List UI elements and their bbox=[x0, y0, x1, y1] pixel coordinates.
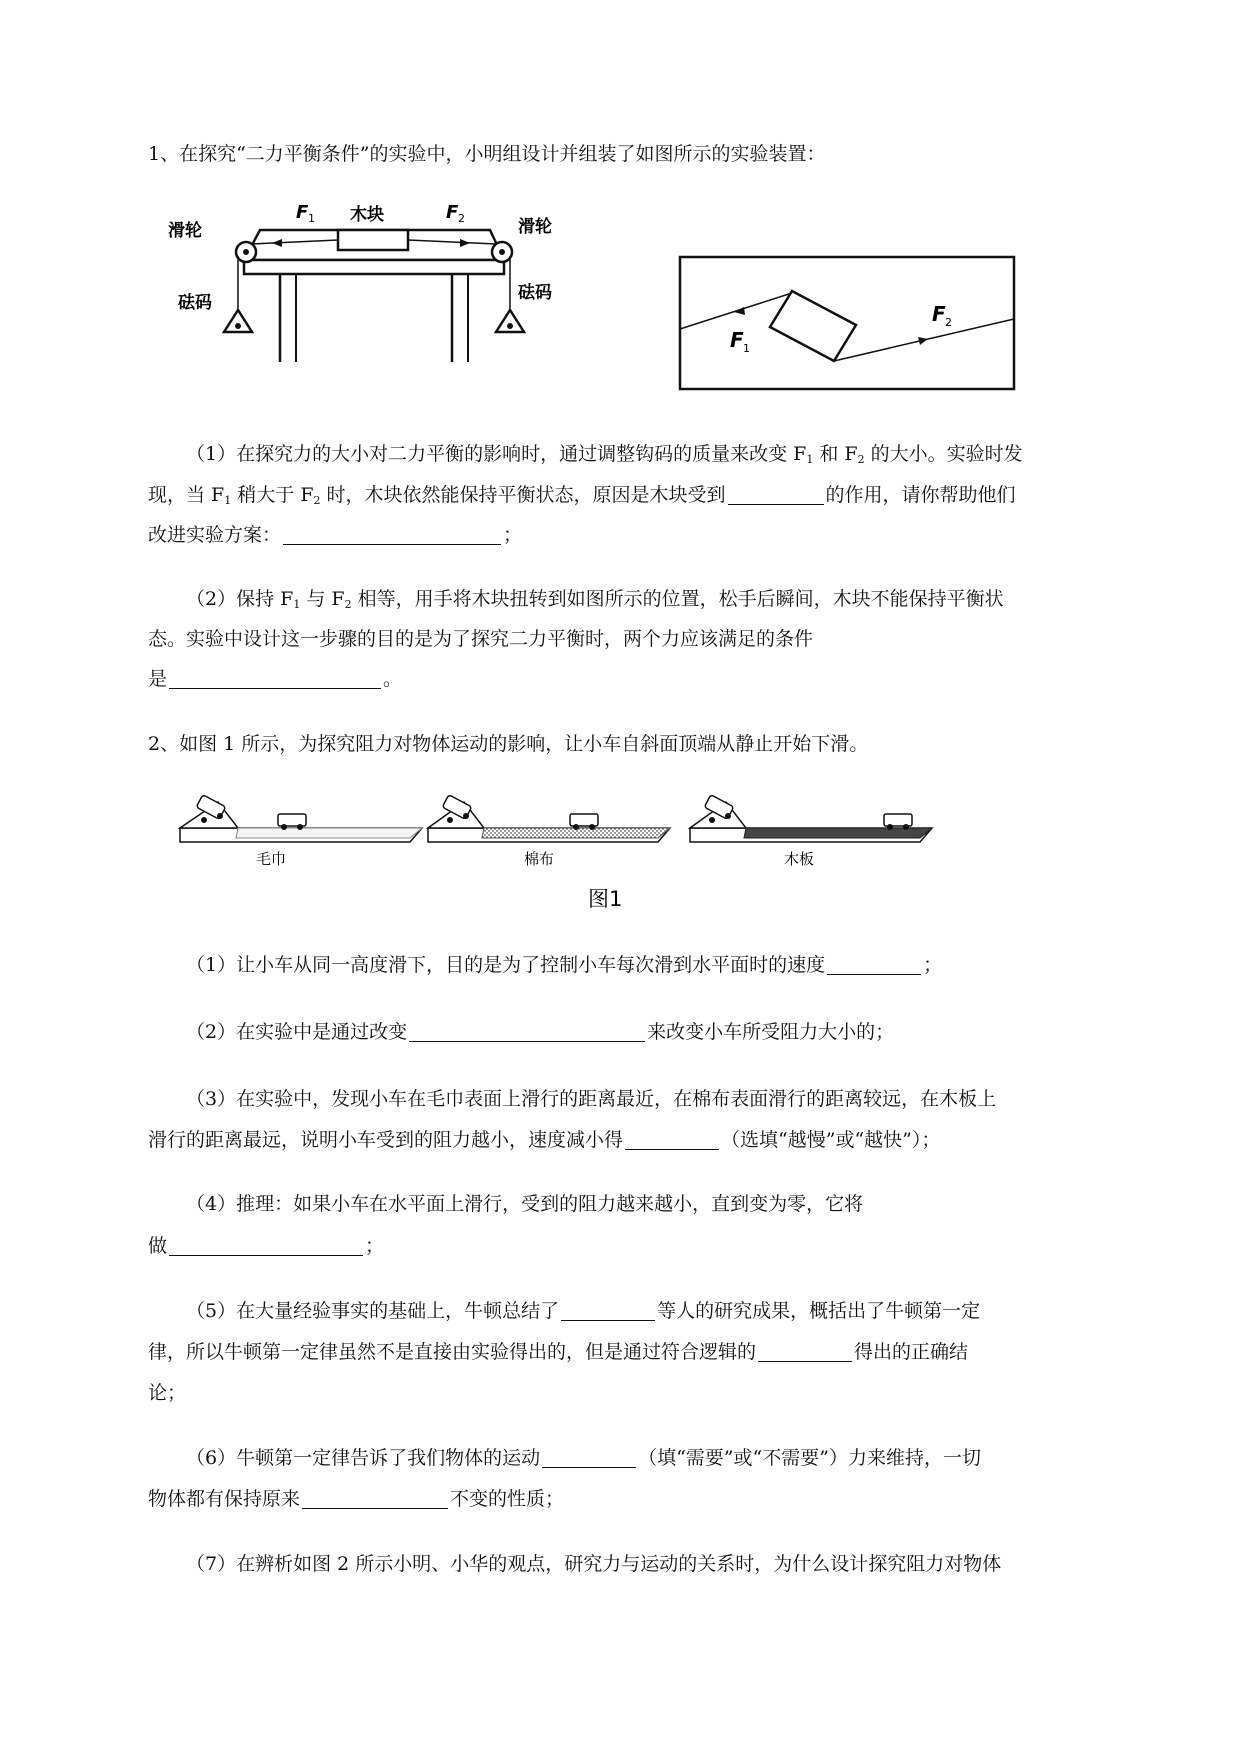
label-weight-left: 砝码 bbox=[178, 293, 212, 313]
q1-p2-line3: 是 。 bbox=[148, 668, 403, 690]
q2-s5-line1: （5）在大量经验事实的基础上，牛顿总结了 等人的研究成果，概括出了牛顿第一定 bbox=[186, 1300, 981, 1322]
q2-s5-line2: 律，所以牛顿第一定律虽然不是直接由实验得出的，但是通过符合逻辑的 得出的正确结 bbox=[148, 1341, 969, 1363]
label-F1-sub: 1 bbox=[308, 212, 315, 225]
q2-s6-line2: 物体都有保持原来 不变的性质； bbox=[148, 1488, 565, 1510]
q1-p1-line3: 改进实验方案： ； bbox=[148, 524, 523, 546]
ramp-towel bbox=[180, 795, 422, 842]
q1-p1-line1: （1）在探究力的大小对二力平衡的影响时，通过调整钩码的质量来改变 $F_1$ 和 $F_2$ 的大小。实验时发 bbox=[186, 443, 1023, 466]
q2-s7-line1: （7）在辨析如图 2 所示小明、小华的观点，研究力与运动的关系时，为什么设计探究阻力对物体 bbox=[186, 1553, 1002, 1575]
label-pulley-right: 滑轮 bbox=[518, 217, 552, 237]
answer-blank[interactable] bbox=[169, 668, 381, 689]
q2-s6-line1: （6）牛顿第一定律告诉了我们物体的运动 （填“需要”或“不需要”）力来维持，一切 bbox=[186, 1447, 981, 1469]
label-weight-right: 砝码 bbox=[518, 283, 552, 303]
label-F1-right-sub: 1 bbox=[743, 342, 750, 355]
label-towel: 毛巾 bbox=[256, 850, 287, 868]
q2-s4-line1: （4）推理：如果小车在水平面上滑行，受到的阻力越来越小，直到变为零，它将 bbox=[186, 1193, 864, 1215]
answer-blank[interactable] bbox=[758, 1341, 852, 1362]
q1-p1-line2: 现，当 $F_1$ 稍大于 $F_2$ 时，木块依然能保持平衡状态，原因是木块受到 的作用，请你帮助他们 bbox=[148, 484, 1016, 507]
label-F2: F bbox=[446, 202, 459, 223]
q2-s5-line3: 论； bbox=[148, 1382, 187, 1404]
answer-blank[interactable] bbox=[625, 1129, 719, 1150]
q1-rotated-block-figure bbox=[678, 255, 1018, 395]
figure-caption: 图1 bbox=[588, 887, 623, 911]
label-F2-sub: 2 bbox=[458, 212, 465, 225]
q2-ramps-figure bbox=[178, 788, 938, 918]
q1-p2-line2: 态。实验中设计这一步骤的目的是为了探究二力平衡时，两个力应该满足的条件 bbox=[148, 628, 814, 650]
q1-p2-line1: （2）保持 $F_1$ 与 $F_2$ 相等，用手将木块扭转到如图所示的位置，松手后瞬间，木块不能保持平衡状 bbox=[186, 588, 1004, 611]
answer-blank[interactable] bbox=[283, 524, 501, 545]
label-block: 木块 bbox=[350, 205, 384, 225]
q2-s1: （1）让小车从同一高度滑下，目的是为了控制小车每次滑到水平面时的速度 ； bbox=[186, 954, 943, 976]
label-cloth: 棉布 bbox=[524, 850, 555, 868]
label-F1-right: F bbox=[730, 328, 744, 352]
label-pulley-left: 滑轮 bbox=[168, 221, 202, 241]
ramp-cloth bbox=[428, 795, 670, 842]
wood-block bbox=[338, 230, 408, 250]
q1-intro: 1、在探究“二力平衡条件”的实验中，小明组设计并组装了如图所示的实验装置： bbox=[148, 143, 826, 165]
label-board: 木板 bbox=[784, 850, 815, 868]
answer-blank[interactable] bbox=[302, 1488, 448, 1509]
q2-s3-line2: 滑行的距离最远，说明小车受到的阻力越小，速度减小得 （选填“越慢”或“越快”）； bbox=[148, 1129, 941, 1151]
q2-s4-line2: 做 ； bbox=[148, 1235, 385, 1257]
answer-blank[interactable] bbox=[542, 1447, 636, 1468]
label-F1: F bbox=[296, 202, 309, 223]
answer-blank[interactable] bbox=[728, 484, 824, 505]
q2-intro: 2、如图 1 所示，为探究阻力对物体运动的影响，让小车自斜面顶端从静止开始下滑。 bbox=[148, 733, 869, 755]
answer-blank[interactable] bbox=[169, 1235, 363, 1256]
ramp-board bbox=[690, 795, 932, 842]
q2-s3-line1: （3）在实验中，发现小车在毛巾表面上滑行的距离最近，在棉布表面滑行的距离较远，在木板上 bbox=[186, 1088, 997, 1110]
answer-blank[interactable] bbox=[561, 1300, 655, 1321]
q2-s2: （2）在实验中是通过改变 来改变小车所受阻力大小的； bbox=[186, 1021, 895, 1043]
label-F2-right: F bbox=[932, 302, 946, 326]
label-F2-right-sub: 2 bbox=[945, 316, 952, 329]
answer-blank[interactable] bbox=[827, 954, 921, 975]
q1-apparatus-figure bbox=[160, 192, 580, 372]
answer-blank[interactable] bbox=[409, 1021, 645, 1042]
